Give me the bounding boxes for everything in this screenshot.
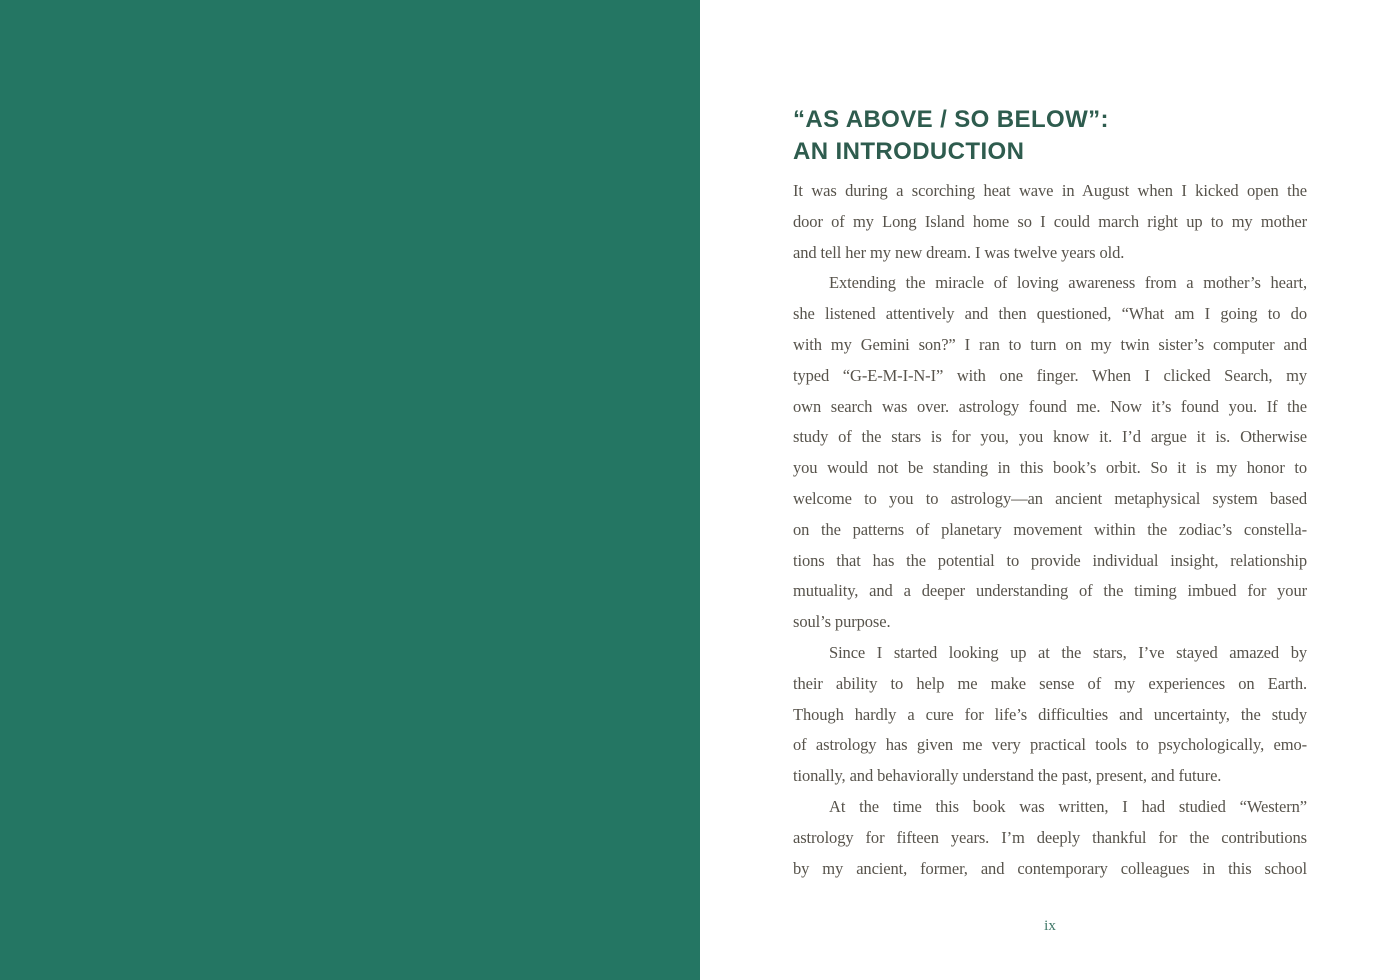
text-line: astrology for fifteen years. I’m deeply thankful for the contributions	[793, 827, 1307, 847]
text-line: own search was over. astrology found me. Now it’s found you. If the	[793, 396, 1307, 416]
text-line: she listened attentively and then questioned, “What am I going to do	[793, 304, 1307, 324]
text-line: Extending the miracle of loving awareness from a mother’s heart,	[829, 273, 1307, 293]
text-line: Though hardly a cure for life’s difficulties and uncertainty, the study	[793, 704, 1307, 724]
page-number: ix	[1044, 918, 1056, 934]
text-line: study of the stars is for you, you know it. I’d argue it is. Otherwise	[793, 427, 1307, 447]
text-line: you would not be standing in this book’s orbit. So it is my honor to	[793, 458, 1307, 478]
text-line: by my ancient, former, and contemporary colleagues in this school	[793, 858, 1307, 878]
text-line: their ability to help me make sense of my experiences on Earth.	[793, 673, 1307, 693]
text-line: of astrology has given me very practical tools to psychologically, emo-	[793, 735, 1307, 755]
text-line: soul’s purpose.	[793, 612, 891, 632]
text-line: on the patterns of planetary movement within the zodiac’s constella-	[793, 519, 1307, 539]
text-line: Since I started looking up at the stars, I’ve stayed amazed by	[829, 642, 1307, 662]
chapter-heading-line-1: “AS ABOVE / SO BELOW”:	[793, 106, 1109, 133]
text-line: and tell her my new dream. I was twelve years old.	[793, 242, 1125, 262]
chapter-heading-line-2: AN INTRODUCTION	[793, 138, 1025, 165]
text-line: tions that has the potential to provide individual insight, relationship	[793, 550, 1307, 570]
text-line: welcome to you to astrology—an ancient metaphysical system based	[793, 488, 1307, 508]
text-line: typed “G-E-M-I-N-I” with one finger. When I clicked Search, my	[793, 365, 1307, 385]
text-line: mutuality, and a deeper understanding of the timing imbued for your	[793, 581, 1307, 601]
body-paragraphs	[793, 176, 1307, 884]
text-line: door of my Long Island home so I could march right up to my mother	[793, 211, 1307, 231]
right-page	[700, 0, 1400, 980]
text-line: with my Gemini son?” I ran to turn on my twin sister’s computer and	[793, 334, 1307, 354]
text-line: tionally, and behaviorally understand the past, present, and future.	[793, 766, 1222, 786]
text-line: It was during a scorching heat wave in August when I kicked open the	[793, 181, 1307, 200]
text-line: At the time this book was written, I had studied “Western”	[829, 796, 1307, 816]
chapter-heading	[793, 104, 1307, 168]
page-content	[793, 104, 1307, 884]
